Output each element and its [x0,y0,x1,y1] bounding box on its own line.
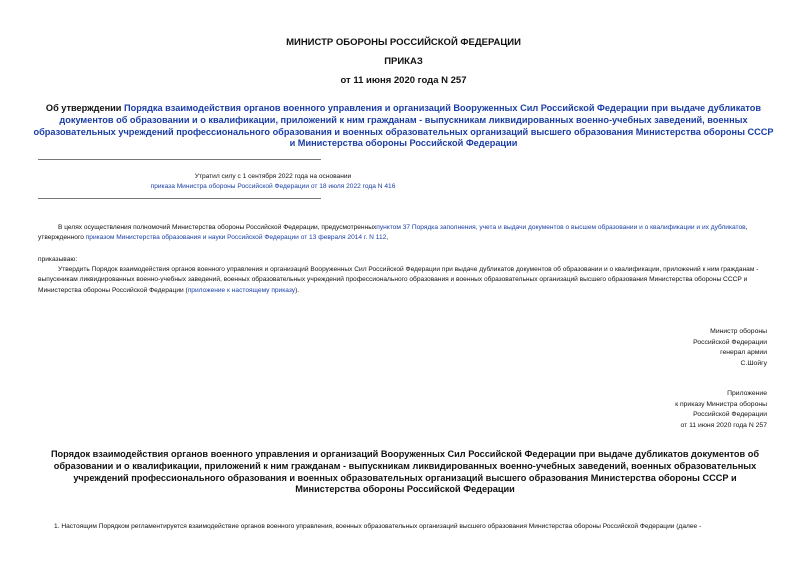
preamble-text-mid: , утвержденного [38,224,748,242]
order-appendix-link[interactable]: приложение к настоящему приказу [187,286,296,294]
minister-heading: МИНИСТР ОБОРОНЫ РОССИЙСКОЙ ФЕДЕРАЦИИ [286,37,521,48]
order-text-end: ). [295,286,300,294]
order-title-link[interactable]: Порядка взаимодействия органов военного управления и организаций Вооруженных Сил Российской Федерации при выдаче дубликатов документов об образовании и о квалификации, приложений к ним гражданам - выпускникам ликвидированных военно-учебных заведений, военных образовательных учреждений профессионального образования и военных образовательных организаций высшего образования Министерства обороны СССР и Министерства обороны Российской Федерации [33,103,774,149]
appendix-line-1: Приложение [727,390,767,397]
status-note-link[interactable]: приказа Министра обороны Российской Федерации от 18 июля 2022 года N 416 [150,183,396,191]
order-title [30,103,777,150]
appendix-title: Порядок взаимодействия органов военного управления и организаций Вооруженных Сил Российской Федерации при выдаче дубликатов документов об образовании и о квалификации, приложений к ним гражданам - выпускникам ликвидированных военно-учебных заведений, военных образовательных учреждений профессионального образования и военных образовательных организаций высшего образования Министерства обороны СССР и Министерства обороны Российской Федерации [50,449,760,495]
appendix-reference [567,389,767,431]
appendix-line-2: к приказу Министра обороны [675,400,767,408]
preamble-text: В целях осуществления полномочий Министерства обороны Российской Федерации, предусмотренных [58,224,377,231]
preamble-text-end: , [386,234,389,242]
doc-type-heading: ПРИКАЗ [384,56,423,67]
signature-line-1: Министр обороны [710,328,767,335]
order-paragraph [38,265,768,296]
preamble-paragraph [38,223,768,244]
order-word: приказываю: [38,256,78,263]
appendix-line-3: Российской Федерации [693,411,767,419]
clause-1: 1. Настоящим Порядком регламентируется взаимодействие органов военного управления, военных образовательных организаций высшего образования Министерства обороны Российской Федерации (далее - [54,523,702,530]
signature-block [567,327,767,369]
doc-date-heading: от 11 июня 2020 года N 257 [340,75,467,86]
preamble-link-clause[interactable]: пунктом 37 Порядка заполнения, учета и выдачи документов о высшем образовании и о квалификации и их дубликатов [376,224,746,231]
status-note-text: Утратил силу с 1 сентября 2022 года на основании [194,173,352,180]
signature-name: С.Шойгу [740,359,767,367]
divider-bottom [38,198,321,199]
divider-top [38,159,321,160]
signature-line-3: генерал армии [720,349,767,357]
appendix-line-4: от 11 июня 2020 года N 257 [680,421,767,429]
status-note [38,172,508,193]
preamble-link-order[interactable]: приказом Министерства образования и науки Российской Федерации от 13 февраля 2014 г. N 112 [85,234,387,242]
order-text: Утвердить Порядок взаимодействия органов военного управления и организаций Вооруженных Сил Российской Федерации при выдаче дубликатов документов об образовании и о квалификации, приложений к ним гражданам - выпускникам ликвидированных военно-учебных заведений, военных образовательных учреждений профессионального образования и военных образовательных организаций высшего образования Министерства обороны СССР и Министерства обороны Российской Федерации ( [38,266,759,294]
signature-line-2: Российской Федерации [693,338,767,346]
order-title-prefix: Об утверждении [45,103,124,113]
